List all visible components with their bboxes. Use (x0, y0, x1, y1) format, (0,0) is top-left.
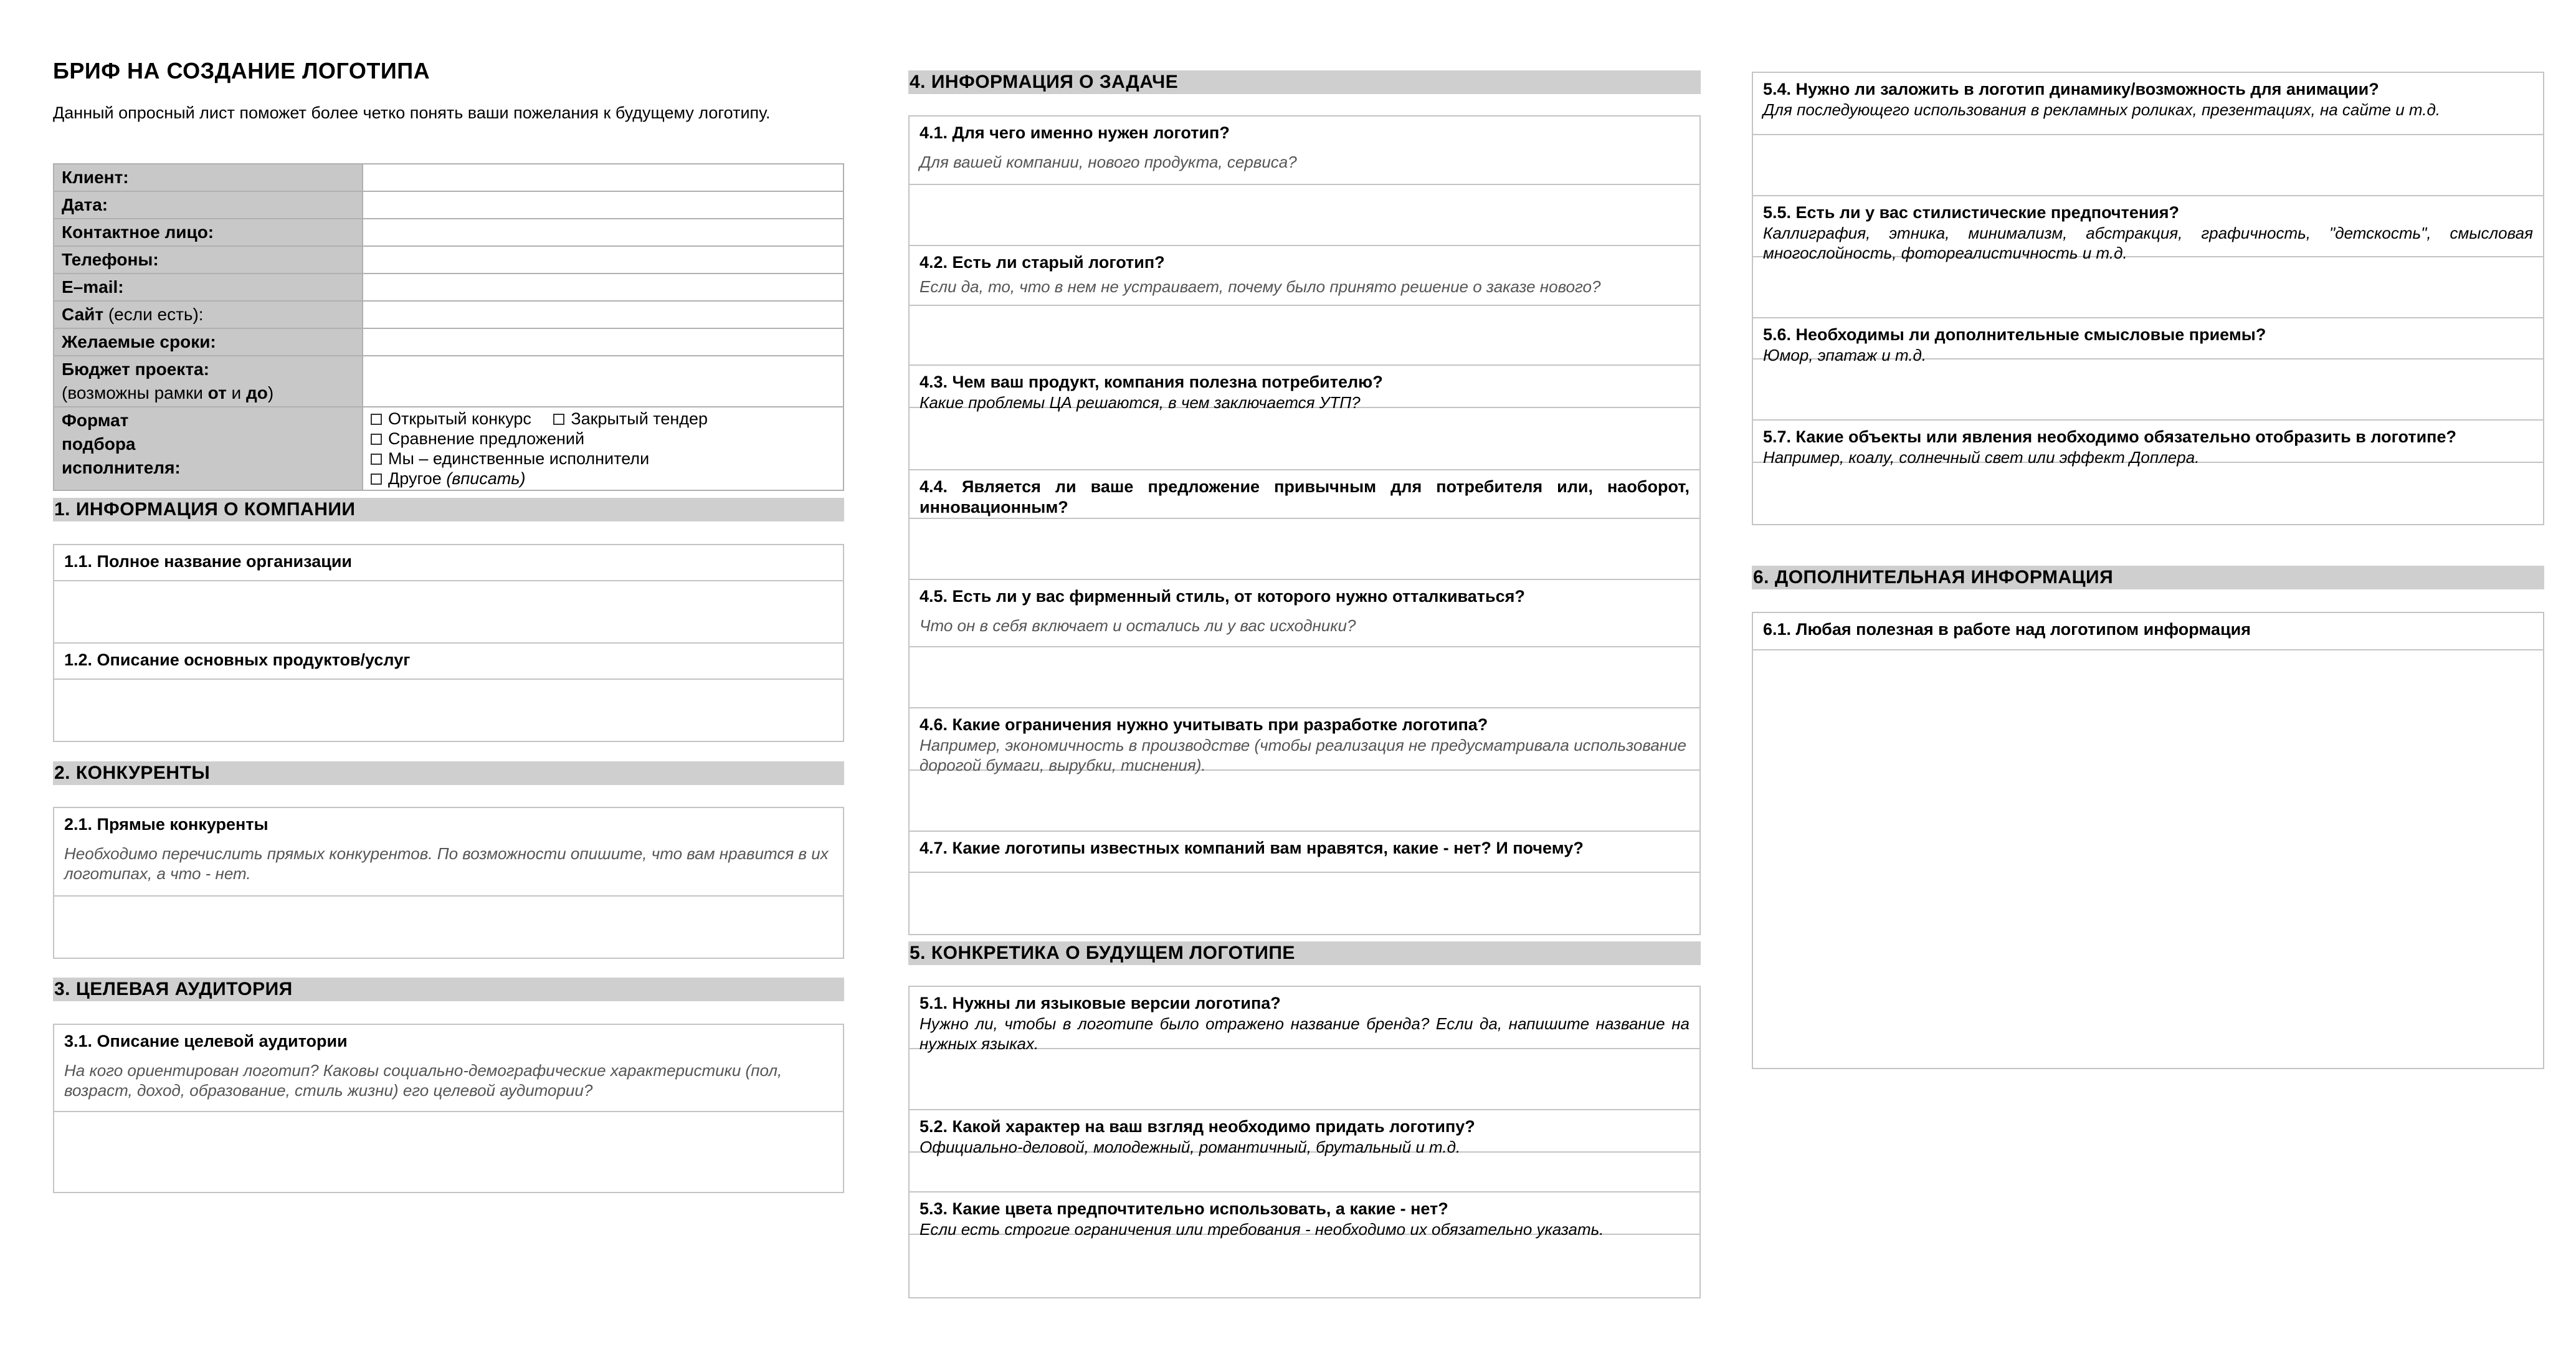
phones-field[interactable] (363, 246, 844, 274)
phones-label: Телефоны: (54, 246, 363, 274)
question-4-7 (910, 832, 1699, 873)
question-5-5-title: 5.5. Есть ли у вас стилистические предпочтения? (1763, 203, 2179, 222)
question-4-4 (910, 470, 1699, 519)
section-audience-header (53, 978, 844, 1001)
question-1-1-title: 1.1. Полное название организации (64, 552, 353, 571)
format-options (363, 407, 844, 490)
answer-5-2[interactable] (910, 1153, 1699, 1193)
question-4-2 (910, 246, 1699, 306)
question-4-7-title: 4.7. Какие логотипы известных компаний вам нравятся, какие - нет? И почему? (920, 839, 1584, 857)
option-open-contest[interactable] (371, 409, 531, 428)
site-label (54, 301, 363, 328)
budget-field[interactable] (363, 356, 844, 407)
answer-2-1[interactable] (54, 897, 843, 958)
budget-label-line1: Бюджет проекта: (62, 359, 209, 379)
section-additional-header (1752, 566, 2544, 589)
checkbox-icon[interactable] (371, 454, 382, 465)
section-additional-title: 6. ДОПОЛНИТЕЛЬНАЯ ИНФОРМАЦИЯ (1753, 567, 2114, 588)
answer-4-6[interactable] (910, 771, 1699, 832)
section-specifics-box (908, 986, 1701, 1298)
option-other-label: Другое (388, 469, 442, 488)
section-specifics-header (908, 941, 1701, 965)
option-other-hint: (вписать) (446, 469, 526, 488)
question-5-3-hint: Если есть строгие ограничения или требования - необходимо их обязательно указать. (920, 1220, 1604, 1239)
answer-4-5[interactable] (910, 647, 1699, 708)
client-field[interactable] (363, 164, 844, 191)
section-company-header (53, 498, 844, 521)
option-closed-tender-label: Закрытый тендер (571, 409, 708, 428)
budget-label-line2 (62, 381, 354, 405)
client-label: Клиент: (54, 164, 363, 191)
answer-1-2[interactable] (54, 680, 843, 741)
budget-note-to: до (245, 383, 268, 402)
option-closed-tender[interactable] (553, 409, 708, 428)
option-compare[interactable] (371, 429, 835, 449)
section-specifics-title: 5. КОНКРЕТИКА О БУДУЩЕМ ЛОГОТИПЕ (910, 943, 1295, 963)
question-2-1-title: 2.1. Прямые конкуренты (64, 815, 269, 834)
email-label: E–mail: (54, 274, 363, 301)
question-5-7-hint: Например, коалу, солнечный свет или эффект Доплера. (1763, 448, 2200, 467)
section-company-title: 1. ИНФОРМАЦИЯ О КОМПАНИИ (54, 499, 356, 520)
section-company-box (53, 544, 844, 742)
deadline-field[interactable] (363, 328, 844, 356)
site-field[interactable] (363, 301, 844, 328)
answer-4-2[interactable] (910, 306, 1699, 366)
answer-5-3[interactable] (910, 1235, 1699, 1297)
question-5-3-title: 5.3. Какие цвета предпочтительно использовать, а какие - нет? (920, 1199, 1448, 1218)
answer-4-4[interactable] (910, 519, 1699, 580)
answer-6-1[interactable] (1753, 650, 2543, 1068)
section-task-box (908, 115, 1701, 935)
client-info-table (53, 163, 844, 491)
question-5-6-title: 5.6. Необходимы ли дополнительные смысловые приемы? (1763, 325, 2266, 344)
question-4-1 (910, 117, 1699, 185)
email-field[interactable] (363, 274, 844, 301)
budget-label (54, 356, 363, 407)
option-only-performer-label: Мы – единственные исполнители (388, 449, 650, 468)
answer-5-5[interactable] (1753, 257, 2543, 318)
page-title: БРИФ НА СОЗДАНИЕ ЛОГОТИПА (53, 58, 430, 83)
question-3-1-hint: На кого ориентирован логотип? Каковы социально-демографические характеристики (пол, возраст, доход, образование, стиль жизни) его целевой аудитории? (64, 1061, 782, 1100)
checkbox-icon[interactable] (553, 414, 564, 425)
date-field[interactable] (363, 191, 844, 219)
question-5-4-title: 5.4. Нужно ли заложить в логотип динамику/возможность для анимации? (1763, 80, 2379, 98)
question-5-3 (910, 1193, 1699, 1239)
contact-label: Контактное лицо: (54, 219, 363, 246)
budget-note-a: (возможны рамки (62, 383, 208, 402)
date-label: Дата: (54, 191, 363, 219)
question-5-5 (1753, 196, 2543, 262)
checkbox-icon[interactable] (371, 414, 382, 425)
question-2-1 (54, 808, 843, 897)
section-competitors-header (53, 761, 844, 785)
section-task-title: 4. ИНФОРМАЦИЯ О ЗАДАЧЕ (910, 72, 1179, 92)
question-1-1 (54, 545, 843, 581)
answer-5-6[interactable] (1753, 359, 2543, 421)
question-4-4-title: 4.4. Является ли ваше предложение привычным для потребителя или, наоборот, инновационным? (920, 477, 1690, 517)
question-4-5-hint: Что он в себя включает и остались ли у вас исходники? (920, 616, 1356, 635)
question-4-5 (910, 580, 1699, 647)
site-label-main: Сайт (62, 305, 104, 324)
section-competitors-title: 2. КОНКУРЕНТЫ (54, 763, 211, 783)
question-1-2-title: 1.2. Описание основных продуктов/услуг (64, 650, 411, 669)
budget-note-and: и (226, 383, 246, 402)
contact-field[interactable] (363, 219, 844, 246)
intro-text: Данный опросный лист поможет более четко понять ваши пожелания к будущему логотипу. (53, 103, 771, 122)
budget-note-from: от (207, 383, 227, 402)
section-audience-title: 3. ЦЕЛЕВАЯ АУДИТОРИЯ (54, 979, 293, 999)
answer-5-7[interactable] (1753, 463, 2543, 524)
question-4-3 (910, 366, 1699, 412)
question-5-6 (1753, 318, 2543, 364)
question-5-2 (910, 1110, 1699, 1156)
deadline-label: Желаемые сроки: (54, 328, 363, 356)
checkbox-icon[interactable] (371, 434, 382, 445)
answer-5-4[interactable] (1753, 135, 2543, 196)
question-2-1-hint: Необходимо перечислить прямых конкурентов. По возможности опишите, что вам нравится в их логотипах, а что - нет. (64, 844, 829, 883)
section-task-header (908, 70, 1701, 94)
question-4-3-hint: Какие проблемы ЦА решаются, в чем заключается УТП? (920, 393, 1361, 412)
answer-3-1[interactable] (54, 1112, 843, 1192)
question-4-6-hint: Например, экономичность в производстве (чтобы реализация не предусматривала использование дорогой бумаги, вырубки, тиснения). (920, 736, 1687, 774)
question-3-1 (54, 1025, 843, 1112)
answer-4-7[interactable] (910, 873, 1699, 934)
question-4-1-hint: Для вашей компании, нового продукта, сервиса? (920, 153, 1297, 171)
question-5-4 (1753, 73, 2543, 135)
option-open-contest-label: Открытый конкурс (388, 409, 531, 428)
question-5-1-title: 5.1. Нужны ли языковые версии логотипа? (920, 994, 1281, 1012)
question-4-6 (910, 708, 1699, 774)
answer-1-1[interactable] (54, 581, 843, 644)
option-only-performer[interactable] (371, 449, 835, 469)
question-5-7-title: 5.7. Какие объекты или явления необходимо обязательно отобразить в логотипе? (1763, 427, 2456, 446)
checkbox-icon[interactable] (371, 474, 382, 485)
question-1-2 (54, 644, 843, 680)
answer-5-1[interactable] (910, 1049, 1699, 1110)
question-5-5-hint: Каллиграфия, этника, минимализм, абстракция, графичность, "детскость", смысловая многослойность, фотореалистичность и т.д. (1763, 224, 2533, 262)
format-label-line3: исполнителя: (62, 458, 181, 477)
option-other[interactable] (371, 469, 835, 488)
option-compare-label: Сравнение предложений (388, 429, 585, 448)
format-option-row-1 (371, 409, 835, 429)
question-4-5-title: 4.5. Есть ли у вас фирменный стиль, от которого нужно отталкиваться? (920, 587, 1525, 606)
answer-4-1[interactable] (910, 185, 1699, 246)
question-4-6-title: 4.6. Какие ограничения нужно учитывать при разработке логотипа? (920, 715, 1488, 734)
question-5-1-hint: Нужно ли, чтобы в логотипе было отражено название бренда? Если да, напишите название на нужных языках. (920, 1014, 1690, 1053)
question-5-7 (1753, 421, 2543, 467)
question-4-1-title: 4.1. Для чего именно нужен логотип? (920, 123, 1230, 142)
question-4-2-hint: Если да, то, что в нем не устраивает, почему было принято решение о заказе нового? (920, 277, 1601, 296)
format-label-line2: подбора (62, 434, 136, 454)
format-label-line1: Формат (62, 411, 129, 430)
budget-note-close: ) (267, 383, 274, 402)
question-6-1-title: 6.1. Любая полезная в работе над логотипом информация (1763, 620, 2251, 639)
site-label-note: (если есть): (103, 305, 204, 324)
answer-4-3[interactable] (910, 408, 1699, 470)
question-4-3-title: 4.3. Чем ваш продукт, компания полезна потребителю? (920, 373, 1383, 391)
question-5-4-hint: Для последующего использования в рекламных роликах, презентациях, на сайте и т.д. (1763, 100, 2441, 119)
question-6-1 (1753, 613, 2543, 650)
section-specifics-continued-box (1752, 72, 2544, 525)
question-5-1 (910, 987, 1699, 1053)
question-3-1-title: 3.1. Описание целевой аудитории (64, 1032, 348, 1050)
section-competitors-box (53, 807, 844, 959)
question-5-2-title: 5.2. Какой характер на ваш взгляд необходимо придать логотипу? (920, 1117, 1475, 1136)
section-additional-box (1752, 612, 2544, 1069)
question-4-2-title: 4.2. Есть ли старый логотип? (920, 253, 1165, 272)
format-label (54, 407, 363, 490)
section-audience-box (53, 1024, 844, 1193)
question-5-6-hint: Юмор, эпатаж и т.д. (1763, 346, 1927, 364)
question-5-2-hint: Официально-деловой, молодежный, романтичный, брутальный и т.д. (920, 1138, 1461, 1156)
